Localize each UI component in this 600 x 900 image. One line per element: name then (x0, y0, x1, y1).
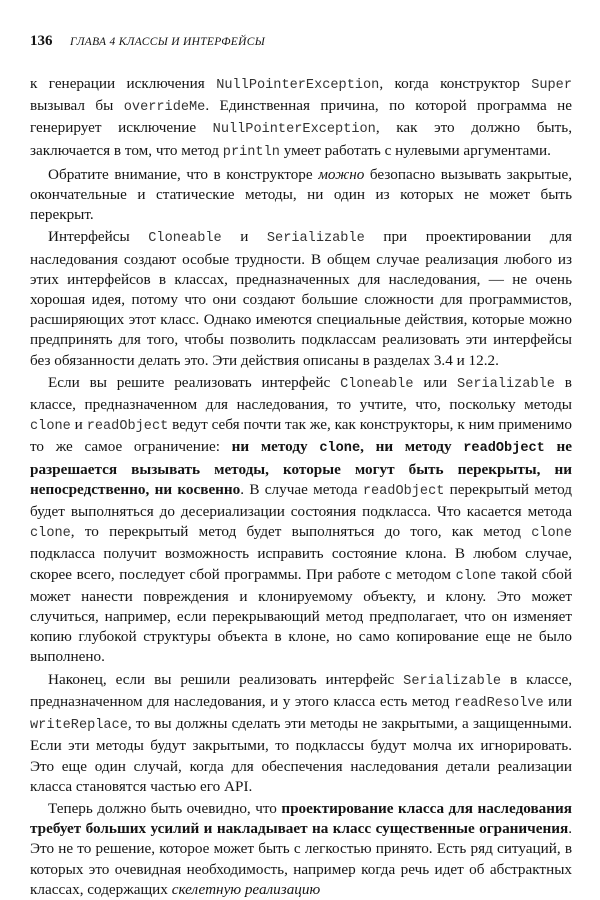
code-term: Serializable (457, 376, 555, 392)
emphasis: можно (318, 165, 365, 183)
code-term: println (222, 144, 280, 160)
code-term: clone (531, 526, 572, 542)
code-term: clone (455, 568, 497, 584)
code-term: clone (30, 526, 71, 542)
code-term: clone (30, 419, 71, 435)
paragraph-5: Наконец, если вы решили реализовать интерфейс Serializable в классе, предназначенном для наследования, и у этого класса есть метод readResolve или writeReplace, то вы должны сделать эти методы не закрытыми, а защищенными. Если эти методы будут закрытыми, то подклассы будут молча их игнорировать. Это еще один случай, когда для обеспечения наследования детали реализации класса становятся частью его API. (30, 670, 572, 795)
code-term: overrideMe (123, 100, 206, 116)
running-header (30, 30, 570, 52)
bold-statement: проектирование класса для наследования требует больших усилий и накладывает на класс существенные ограничения (30, 799, 572, 838)
page-body (30, 74, 572, 900)
code-term: Serializable (266, 231, 365, 247)
code-term: Serializable (403, 673, 502, 689)
code-term: readObject (362, 483, 445, 499)
paragraph-4: Если вы решите реализовать интерфейс Cloneable или Serializable в классе, предназначенном для наследования, то учтите, что, поскольку методы clone и readObject ведут себя почти так же, как конструкторы, к ним применимо то же самое ограничение: ни методу clone, ни методу readObject не разрешается вызывать методы, которые могут быть перекрыты, ни непосредственно, ни косвенно. В случае метода readObject перекрытый метод будет выполняться до десериализации состояния подкласса. Что касается метода clone, то перекрытый метод будет выполняться до того, как метод clone подкласса получит возможность исправить состояние клона. В любом случае, скорее всего, последует сбой программы. При работе с методом clone такой сбой может нанести повреждения и клонируемому объекту, и клону. Это может случиться, например, если перекрывающий метод предполагает, что он изменяет копию глубокой структуры объекта в клоне, но само копирование еще не было выполнено. (30, 373, 573, 666)
code-term: Super (531, 78, 572, 93)
code-term: NullPointerException (216, 78, 380, 93)
page-number: 136 (30, 33, 53, 49)
paragraph-1: к генерации исключения NullPointerException, когда конструктор Super вызывал бы overrideMe. Единственная причина, по которой программа не генерирует исключение NullPointerException, как это должно быть, заключается в том, что метод println умеет работать с нулевыми аргументами. (30, 75, 572, 160)
code-term: readObject (86, 419, 169, 435)
emphasis: скелетную реализацию (171, 880, 321, 898)
code-term: Cloneable (148, 231, 222, 247)
code-term: Cloneable (340, 376, 414, 392)
bold-rule: ни методу clone, ни методу readObject не разрешается вызывать методы, которые могут быть перекрыты, ни непосредственно, ни косвенно (30, 438, 573, 498)
paragraph-3: Интерфейсы Cloneable и Serializable при проектировании для наследования создают особые трудности. В общем случае реализация любого из этих интерфейсов в классах, предназначенных для наследования, — не очень хорошая идея, потому что они создают большие сложности для программистов, расширяющих этот класс. Однако имеются специальные действия, которые можно предпринять для того, чтобы позволить подклассам реализовать эти интерфейсы без обязанности делать это. Эти действия описаны в разделах 3.4 и 12.2. (30, 228, 572, 369)
paragraph-6: Теперь должно быть очевидно, что проектирование класса для наследования требует больших усилий и накладывает на класс существенные ограничения. Это не то решение, которое может быть с легкостью принято. Есть ряд ситуаций, в которых это очевидная необходимость, например когда речь идет об абстрактных классах, содержащих скелетную реализацию (30, 799, 572, 898)
code-term: writeReplace (30, 718, 128, 734)
chapter-title: ГЛАВА 4 КЛАССЫ И ИНТЕРФЕЙСЫ (70, 36, 266, 48)
paragraph-2: Обратите внимание, что в конструкторе можно безопасно вызывать закрытые, окончательные и статические методы, ни один из которых не может быть перекрыт. (30, 165, 573, 224)
code-term: NullPointerException (212, 122, 376, 138)
code-term: readResolve (453, 695, 544, 711)
